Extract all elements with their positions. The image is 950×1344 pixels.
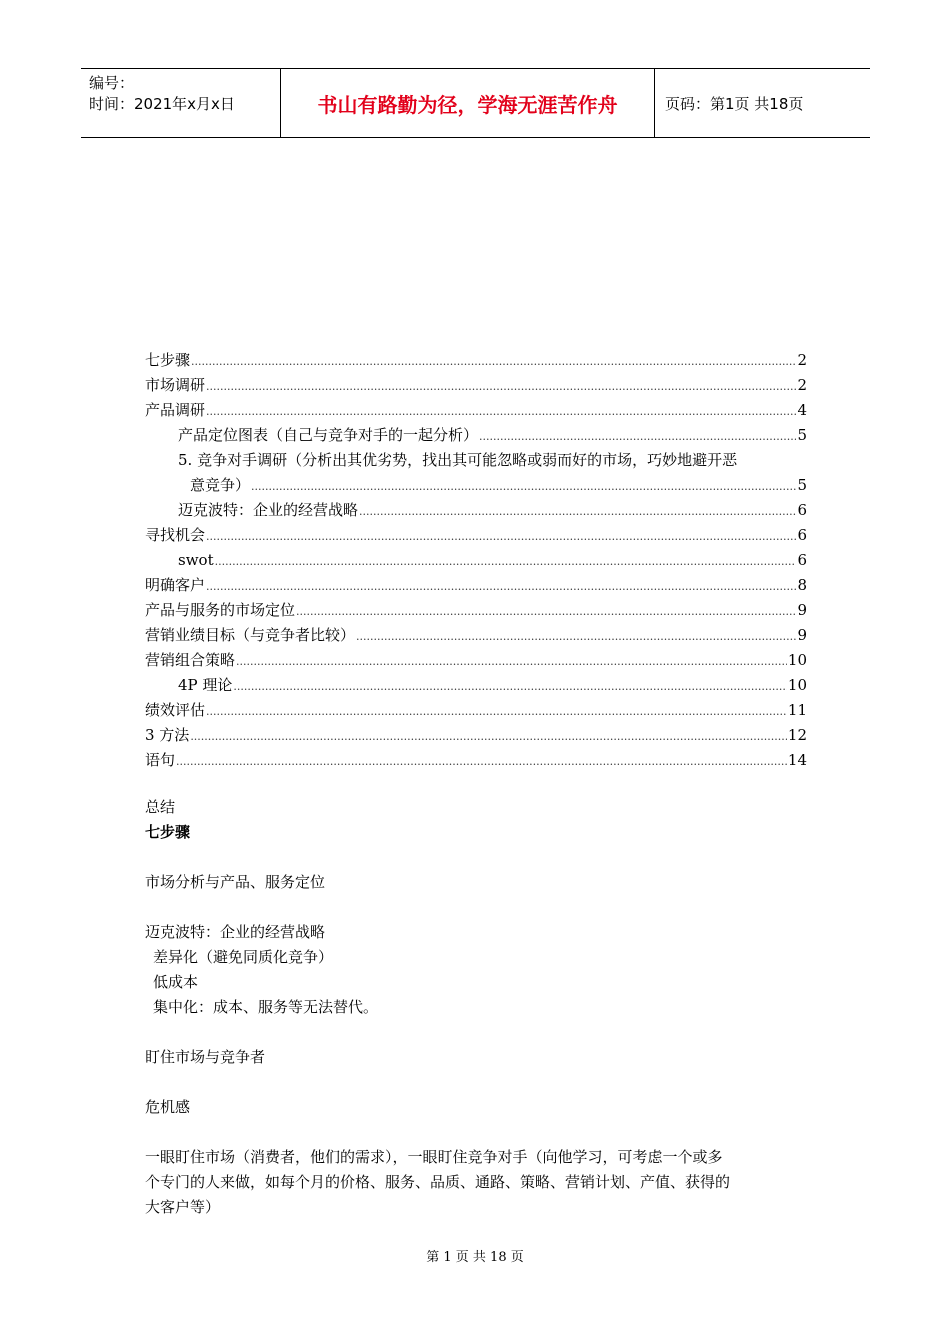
toc-item[interactable] [145,498,807,523]
toc-item[interactable] [145,598,807,623]
toc-item[interactable] [145,398,807,423]
toc-leader [356,623,796,648]
toc-item[interactable] [145,623,807,648]
toc-page-number: 5 [797,476,807,494]
toc-page-number: 14 [787,751,807,769]
paragraph-line: 个专门的人来做，如每个月的价格、服务、品质、通路、策略、营销计划、产值、获得的 [145,1173,731,1191]
toc-leader [176,748,787,773]
header-motto-cell [281,69,655,137]
toc-leader [206,523,796,548]
header-page-info: 页码：第1页 共18页 [665,94,804,113]
toc-leader [206,373,796,398]
toc-item-title: 绩效评估 [145,701,206,719]
paragraph: 盯住市场与竞争者 [145,1048,266,1066]
toc-page-number: 2 [797,351,807,369]
toc-page-number: 8 [797,576,807,594]
toc-leader [296,598,796,623]
toc-item[interactable] [145,523,807,548]
paragraph: 危机感 [145,1098,191,1116]
page-footer: 第 1 页 共 18 页 [426,1250,524,1265]
toc-leader [215,548,797,573]
paragraph-line: 一眼盯住市场（消费者，他们的需求），一眼盯住竞争对手（向他学习，可考虑一个或多 [145,1148,723,1166]
toc-page-number: 6 [797,526,807,544]
paragraph-line: 大客户等） [145,1198,221,1216]
toc-item-title: 寻找机会 [145,526,206,544]
toc-item-title: 意竞争） [190,476,251,494]
toc-item[interactable] [145,748,807,773]
toc-item[interactable] [145,423,807,448]
toc-item[interactable] [145,648,807,673]
list-item: 低成本 [153,973,199,991]
toc-leader [479,423,796,448]
toc-page-number: 9 [797,601,807,619]
document-body [145,795,810,1220]
toc-item-title: 迈克波特：企业的经营战略 [178,501,359,519]
toc-page-number: 6 [797,501,807,519]
toc-page-number: 5 [797,426,807,444]
header-motto: 书山有路勤为径，学海无涯苦作舟 [317,92,618,117]
toc-item-title: 明确客户 [145,576,206,594]
toc-page-number: 12 [787,726,807,744]
toc-page-number: 2 [797,376,807,394]
toc-page-number: 10 [787,676,807,694]
toc-item-title: 营销业绩目标（与竞争者比较） [145,626,356,644]
list-item: 集中化：成本、服务等无法替代。 [153,998,379,1016]
toc-item-title: 营销组合策略 [145,651,236,669]
page-header [81,68,870,138]
toc-item-title: 4P 理论 [178,676,233,694]
toc-leader [206,573,796,598]
toc-item-title: swot [178,551,214,569]
list-item: 差异化（避免同质化竞争） [153,948,334,966]
toc-item[interactable] [145,573,807,598]
toc-page-number: 11 [787,701,807,719]
toc-item-title: 产品定位图表（自己与竞争对手的一起分析） [178,426,479,444]
toc-item[interactable] [145,723,807,748]
toc-item[interactable] [145,348,807,373]
toc-leader [236,648,787,673]
toc-item[interactable] [145,373,807,398]
toc-leader [206,398,796,423]
toc-leader [190,723,787,748]
toc-item-title: 语句 [145,751,176,769]
toc-leader [251,473,796,498]
paragraph: 市场分析与产品、服务定位 [145,873,326,891]
toc-leader [359,498,796,523]
toc-item-title: 产品与服务的市场定位 [145,601,296,619]
toc-item-title: 市场调研 [145,376,206,394]
toc-page-number: 10 [787,651,807,669]
table-of-contents [145,348,807,773]
summary-label: 总结 [145,798,176,816]
toc-item[interactable] [145,673,807,698]
paragraph: 迈克波特：企业的经营战略 [145,923,326,941]
toc-item[interactable] [145,698,807,723]
doc-date: 时间：2021年x月x日 [89,95,235,113]
header-meta [81,69,281,137]
toc-leader [206,698,787,723]
toc-item[interactable] [145,548,807,573]
toc-page-number: 9 [797,626,807,644]
toc-item-continuation [178,473,807,498]
toc-item-title: 3 方法 [145,726,190,744]
section-heading: 七步骤 [145,823,191,841]
toc-item-title: 5. 竞争对手调研（分析出其优劣势，找出其可能忽略或弱而好的市场，巧妙地避开恶 [178,451,738,469]
toc-page-number: 4 [797,401,807,419]
toc-item-title: 七步骤 [145,351,191,369]
toc-item-title: 产品调研 [145,401,206,419]
toc-leader [191,348,796,373]
doc-number: 编号： [89,74,135,92]
toc-page-number: 6 [797,551,807,569]
toc-item[interactable] [145,448,807,498]
toc-leader [233,673,787,698]
